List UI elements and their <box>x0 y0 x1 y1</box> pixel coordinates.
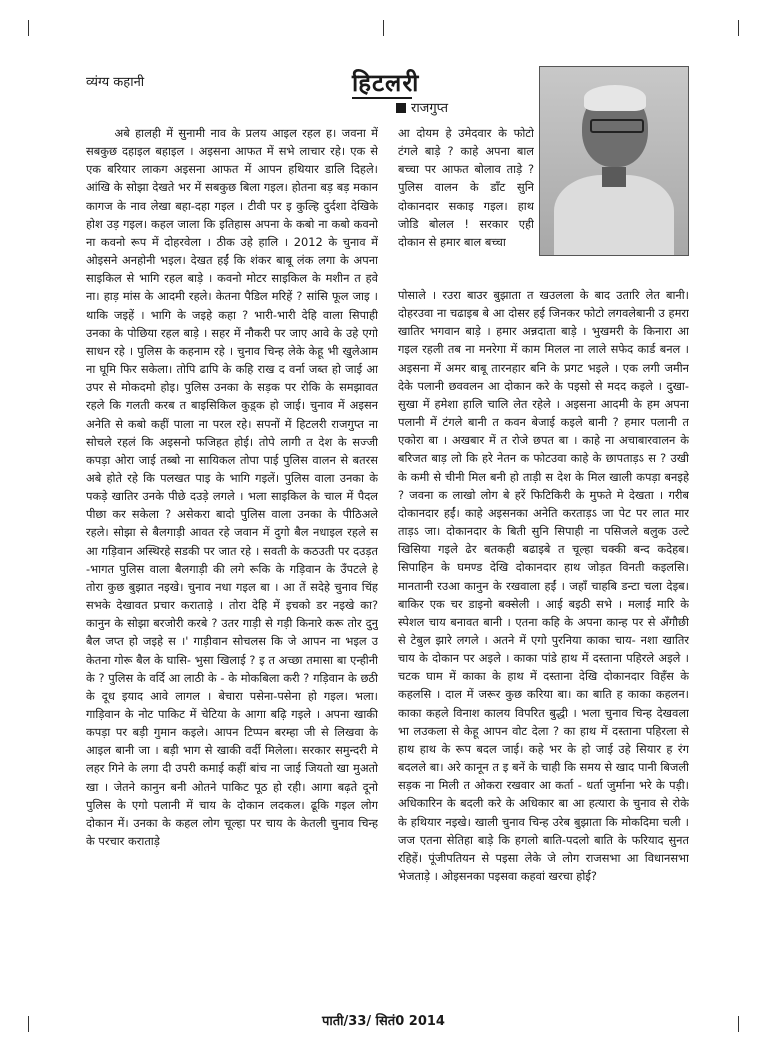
article-column-right: पोसाले । रउरा बाउर बुझाता त खउलला के बाद उतारि लेत बानी। दोहरउवा ना चढाइब बे आ दोसर हई जिनकर फोटो लगवलेबानी उ हमरा खातिर भगवान बाड़े । हमार अन्नदाता बाड़े । भुखमरी के किनारा आ गइल रहली तब ना मनरेगा में काम मिलल ना लाले सफेद कार्ड बनल । अइसना में अमर बाबू तारनहार बनि के प्रगट भइले । एक लगी जमीन देके पलानी छववलन आ दोकान करे के पइसो से मदद कइले । दुखा- सुखा में हमेशा हालि चालि लेत रहेले । अइसना आदमी के हम अपना पलानी में टंगले बानी त कवन बेजाई कइले बानी ? हमार पलानी त एकोरा बा । अखबार में त रोजे छपत बा । काहे ना अचाबारवालन के बरिजत बाड़ लो कि हरे नेतन क फोटउवा काहे के छापताड़ऽ स ? उखी के कमी से चीनी मिल बनी हो ताड़ी स देश के मिल खाली कपड़ा बनइहे ? जवना क लाखो लोग बे हरें फिटिकिरी के मुफते मे देखता । गरीब दोकानदार हईं। काहे अइसनका अनेति करताड़ऽ जा पेट पर लात मार ताड़ऽ जा। दोकानदार के बिती सुनि सिपाही ना पसिजले बलुक उल्टे खिसिया गइले ढेर बतकही बढाइबे त चूल्हा चक्की बन्द कदेहब। सिपाहिन के घमण्ड देखि दोकानदार हाथ जोड़त विनती कइलसि। मानतानी रउआ कानुन के रखवाला हईं । जहाँ चाहबि डन्टा चला देइब। बाकिर एक चर डाइनो बक्सेली । आई बइठी सभे । मलाई मारि के स्पेशल चाय बनावत बानी । एतना कहि के अपना कान्ह पर से अँगौछी से टेबुल झारे लगले । अतने में एगो पुरनिया काका चाय- नशा खातिर चाय के दोकान पर अइले । काका पांडे हाथ में दस्ताना पहिरले अइले । चटक घाम में काका के हाथ में दस्ताना देखि दोकानदार विहँस के कहलसि । दाल में जरूर कुछ करिया बा। का बाति ह काका कहलन। काका कहले विनाश कालय विपरित बुद्धी । भला चुनाव चिन्ह देखवला भा लउकला से केहू आपन वोट देला ? का हाथ में दस्ताना पहिरला से हाथ हाथ के रूप बदल जाई। कहे भर के हो जाई उहे सियार ह रंग बदलले बा। अरे कानून त इ बनें के चाही कि समय से खाद पानी बिजली सड़क ना मिली त ओकरा रखवार आ कर्ता - धर्ता जुर्माना भरे के पड़ी। अधिकारिन के बदली करे के अधिकार बा आ हत्यारा के चुनाव से रोके के हथियार नइखे। खाली चुनाव चिन्ह उरेब बुझाता कि मोकदिमा चली । जज एतना सेतिहा बाड़े कि हगलो बाति-पदलो बाति के फरियाद सुनत रहिहें। पूंजीपतियन से पइसा लेके जे लोग राजसभा आ विधानसभा भेजताड़े । ओइसनका पइसवा कहवां खरचा होई? <box>398 288 689 883</box>
crop-mark <box>28 20 29 36</box>
author-name: राजगुप्त <box>411 101 449 116</box>
square-bullet-icon <box>396 103 406 113</box>
section-label: व्यंग्य कहानी <box>86 75 145 90</box>
page-footer: पाती/33/ सितं0 2014 <box>322 1014 445 1029</box>
photo-collar-shape <box>602 167 626 187</box>
author-line <box>396 98 448 116</box>
crop-mark <box>738 20 739 36</box>
photo-hair-shape <box>584 85 646 111</box>
article-title: हिटलरी <box>352 69 420 97</box>
photo-body-shape <box>554 175 674 256</box>
photo-glasses-shape <box>590 119 644 133</box>
article-column-left: अबे हालही में सुनामी नाव के प्रलय आइल रहल ह। जवना में सबकुछ दहाइल बहाइल । अइसना आफत में सभे लाचार रहे। एक से एक बरियार लाकग अइसना आफत में आपन हथियार डालि दिहले। आंखि के सोझा देखते भर में सबकुछ बिला गइल। होतना बड़ बड़ मकान कागज के नाव लेखा बहा-दहा गइल । टीवी पर इ कुल्हि दुर्दशा देखिके होश उड़ गइल। कहल जाला कि इतिहास अपना के कबो ना कबो कवनो ना कवनो रूप में दोहरवेला । ठीक उहे हालि । 2012 के चुनाव में ओइसने अनहोनी भइल। देखत हईं कि शंकर बाबू लंक लगा के अपना साइकिल से भागि रहल बाड़े । कवनो मोटर साइकिल के मशीन त हवे ना। हाड़ मांस के आदमी रहले। केतना पैडिल मरिहें ? सांसि फूल जाइ । थाकि जइहें । भागि के जइहे कहा ? भारी-भारी देहि वाला सिपाही उनका के पोछिया रहल बाड़े । सहर में नौकरी पर जाए आवे के उहे एगो साधन रहे । पुलिस के कहनाम रहे । चुनाव चिन्ह लेके केहू भी खुलेआम ना घूमि फिर सकेला। तोपि ढापि के कहि राख द वर्ना जब्त हो जाई आ उपर से मोकदमो होइ। पुलिस उनका के सड़क पर रोकि के समझावत रहले कि गलती करब त बाइसिकिल कुड़्क हो जाई। चुनाव में अइसन अनेति से कबो कहीं पाला ना परल रहे। सपनों में हिटलरी राजगुप्त ना सोचले रहलं कि अइसनो फजिहत होई। तोपे लागी त देश के सज्जी कपड़ा ओरा जाई तब्बो ना सायिकल तोपा पाई पुलिस वालन से बतरस अबे होते रहे कि पलखत पाइ के भागि गइलें। पुलिस वाला उनका के पकड़े खातिर उनके पीछे दउड़े लगले । भला साइकिल के चाल में पैदल पीछा कर सकेला ? असेकरा बादो पुलिस वाला उनका के पीठिअले रहले। सोझा से बैलगाड़ी आवत रहे जवान में दुगो बैल नधाइल रहले स आ गड़िवान अस्थिरहे सडकी पर जात रहे । सवती के कठउती पर दउड़त -भागत पुलिस वाला बैलगाड़ी की लगे रूकि के गड़िवान के उँपटले हे तोरा कुछ बुझात नइखे। चुनाव नधा गइल बा । आ तें सदेहे चुनाव चिंह सभके देखावत प्रचार कराताड़े । तोरा देहि में इचको डर नइखे का? कानुन के सोझा बरजोरी करबे ? उतर गाड़ी से गड़ी किनारे करू तोर दुनु बैल जप्त हो जइहे स ।' गाड़ीवान सोचलस कि जे आपन ना भइल उ केतना गोरू बैल के घासि- भुसा खिलाई ? इ त अच्छा तमासा बा एन्हीनी के ? पुलिस के वर्दि आ लाठी के - के मोकबिला करी ? गड़िवान के छठी के दूध इयाद आवे लागल । बेचारा पसेना-पसेना हो गइल। भला। गाड़िवान के नोट पाकिट में चेटिया के आगा बढ़ि गइले । अपना खाकी कपड़ा पर बड़ी गुमान कइले। आपन टिप्पन बरम्हा जी से लिखवा के आइल बानी जा । बड़ी भाग से खाकी वर्दी मिलेला। सरकार समुन्दरी मे लहर गिने के लगा दी उपरी कमाई कहीं बांच ना जाई जियतो खा मुअतो खा । जेतने कानुन बनी ओतने पाकिट पूठ हो रही। आगा बढ़ते दूनो पुलिस के एगो पलानी में चाय के दोकान लदकल। ढूकि गइल लोग दोकान में। उनका के कहल लोग चूल्हा पर चाय के केतली चुनाव चिन्ह के परचार कराताड़े <box>86 126 378 849</box>
crop-mark <box>383 20 384 36</box>
article-column-right-top: आ दोयम हे उमेदवार के फोटो टंगले बाड़े ? काहे अपना बाल बच्चा पर आफत बोलाव ताड़े ? पुलिस वालन के डाँट सुनि दोकानदार सकाइ गइल। हाथ जोडि बोलल ! सरकार एही दोकान से हमार बाल बच्चा <box>398 126 534 249</box>
author-photo <box>539 66 689 256</box>
